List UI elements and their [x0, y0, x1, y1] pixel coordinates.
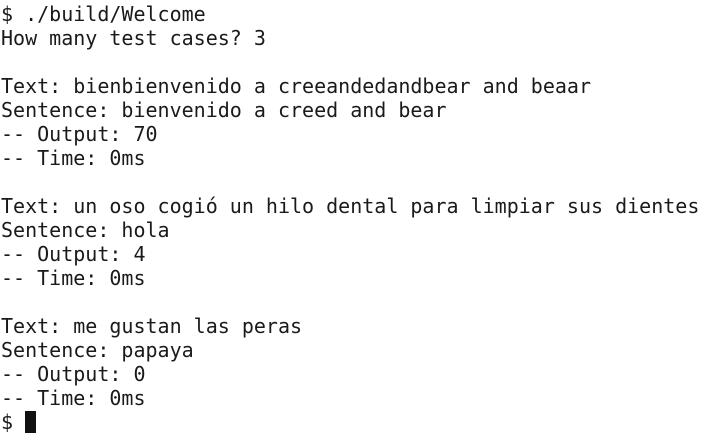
- case-2-sentence: Sentence: hola: [1, 218, 170, 242]
- blank-line: [1, 170, 727, 194]
- case-1-sentence: Sentence: bienvenido a creed and bear: [1, 98, 447, 122]
- shell-prompt-line[interactable]: [1, 410, 727, 434]
- command-line: $ ./build/Welcome: [1, 2, 206, 26]
- case-2-output: -- Output: 4: [1, 242, 146, 266]
- case-1-text: Text: bienbienvenido a creeandedandbear and beaar: [1, 74, 592, 98]
- blank-line: [1, 50, 727, 74]
- blank-line: [1, 290, 727, 314]
- text-cursor: [25, 411, 36, 433]
- case-3-text: Text: me gustan las peras: [1, 314, 303, 338]
- case-1-time: -- Time: 0ms: [1, 146, 146, 170]
- case-3-output: -- Output: 0: [1, 362, 146, 386]
- case-3-sentence: Sentence: papaya: [1, 338, 194, 362]
- case-3-time: -- Time: 0ms: [1, 386, 146, 410]
- test-case-count-line: How many test cases? 3: [1, 26, 266, 50]
- case-1-output: -- Output: 70: [1, 122, 158, 146]
- case-2-text: Text: un oso cogió un hilo dental para limpiar sus dientes: [1, 194, 700, 218]
- case-2-time: -- Time: 0ms: [1, 266, 146, 290]
- shell-prompt: $: [1, 410, 26, 434]
